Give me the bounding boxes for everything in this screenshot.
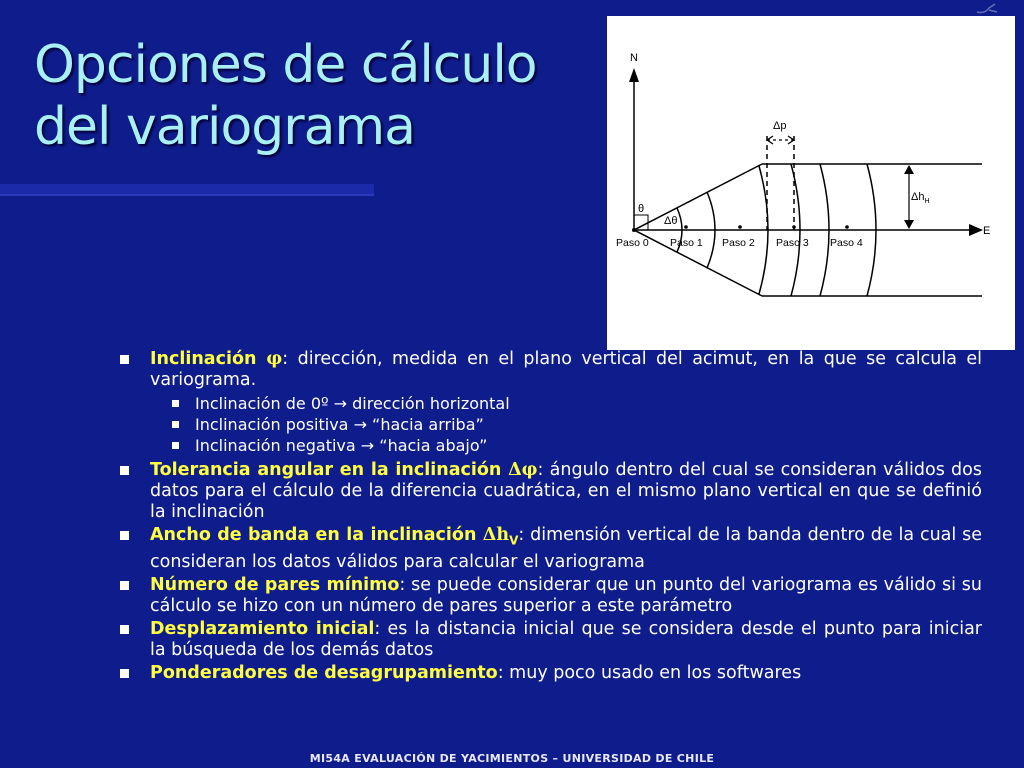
diagram-svg	[607, 16, 1015, 350]
square-bullet-icon	[120, 625, 129, 634]
bullet-keyword: Ponderadores de desagrupamiento	[150, 662, 498, 683]
east-arrow-icon	[969, 224, 983, 236]
step-label-2: Paso 2	[722, 237, 755, 249]
bullet-declustering	[114, 663, 982, 684]
step-label-1: Paso 1	[670, 237, 703, 249]
square-bullet-icon	[120, 466, 129, 475]
delta-theta-label: Δθ	[664, 215, 678, 227]
delta-h-up-arrow-icon	[904, 165, 914, 174]
subitem-prefix: Inclinación negativa	[195, 436, 361, 455]
bullet-keyword: Inclinación	[150, 349, 267, 369]
bullet-text: : muy poco usado en los softwares	[497, 662, 802, 683]
bullet-symbol: Δh	[482, 525, 510, 545]
title-underline-bar	[0, 184, 374, 196]
step-dot	[845, 225, 849, 229]
title-line-1: Opciones de cálculo	[34, 35, 537, 95]
subitem-suffix: “hacia abajo”	[374, 436, 488, 455]
bullet-keyword: Ancho de banda en la inclinación	[150, 525, 483, 545]
delta-h-label: $\Delta h_H$	[911, 191, 930, 205]
subitem-prefix: Inclinación de 0º	[195, 394, 334, 413]
subitem-suffix: dirección horizontal	[347, 394, 510, 413]
bullet-symbol: φ	[266, 349, 283, 369]
bullet-text: : dirección, medida en el plano vertical del acimut, en la que se calcula el variograma.	[150, 349, 982, 390]
step-label-3: Paso 3	[776, 237, 809, 249]
step-dot	[684, 225, 688, 229]
right-arrow-icon: →	[353, 415, 367, 434]
subitem-suffix: “hacia arriba”	[366, 415, 484, 434]
step-dot	[738, 225, 742, 229]
bullet-keyword: Número de pares mínimo	[150, 574, 400, 595]
cone-upper-edge	[634, 164, 762, 230]
right-arrow-icon: →	[360, 436, 375, 455]
square-bullet-icon	[120, 531, 129, 540]
bullet-inclination	[114, 349, 982, 391]
delta-h-down-arrow-icon	[904, 220, 914, 229]
slide-footer: MI54A EVALUACIÓN DE YACIMIENTOS – UNIVERSIDAD DE CHILE	[309, 752, 715, 765]
bullet-angular-tolerance	[114, 460, 982, 523]
subitem	[114, 393, 982, 414]
subitem	[114, 435, 982, 456]
right-arrow-icon: →	[333, 394, 348, 413]
square-bullet-icon	[172, 442, 179, 449]
bullet-keyword: Desplazamiento inicial	[150, 618, 375, 639]
step-label-0: Paso 0	[616, 237, 649, 249]
corner-ornament-icon	[975, 2, 1001, 16]
bullet-symbol: Δφ	[508, 460, 538, 480]
theta-label: θ	[638, 203, 645, 215]
delta-p-label: Δp	[773, 120, 787, 132]
bullet-list	[114, 349, 982, 686]
square-bullet-icon	[172, 400, 179, 407]
step-label-4: Paso 4	[830, 237, 863, 249]
square-bullet-icon	[120, 669, 129, 678]
bullet-bandwidth	[114, 525, 982, 573]
bullet-text: : es la distancia inicial que se considera desde el punto para iniciar la búsqueda de los demás datos	[150, 618, 982, 660]
north-arrow-icon	[629, 68, 639, 82]
step-dot	[792, 225, 796, 229]
bullet-symbol-subscript: V	[509, 533, 519, 548]
title-line-2: del variograma	[34, 97, 416, 157]
bullet-initial-offset	[114, 619, 982, 661]
right-angle-marker	[634, 215, 648, 230]
subitem-prefix: Inclinación positiva	[195, 415, 354, 434]
north-label: N	[630, 52, 638, 64]
step-dot	[632, 228, 636, 232]
bullet-keyword: Tolerancia angular en la inclinación	[150, 460, 509, 480]
square-bullet-icon	[120, 581, 129, 590]
search-window-diagram	[607, 16, 1015, 350]
slide-title	[34, 34, 614, 158]
square-bullet-icon	[172, 421, 179, 428]
east-label: E	[983, 225, 991, 237]
bullet-text: : dimensión vertical de la banda dentro de la cual se consideran los datos válidos para calcular el variograma	[150, 525, 982, 572]
bullet-min-pairs	[114, 575, 982, 617]
square-bullet-icon	[120, 355, 129, 364]
subitem	[114, 414, 982, 435]
bullet-text: : se puede considerar que un punto del variograma es válido si su cálculo se hizo con un número de pares superior a este parámetro	[150, 574, 983, 616]
bullet-text: : ángulo dentro del cual se consideran válidos dos datos para el cálculo de la diferencia cuadrática, en el mismo plano vertical en que se definió la inclinación	[150, 460, 982, 522]
